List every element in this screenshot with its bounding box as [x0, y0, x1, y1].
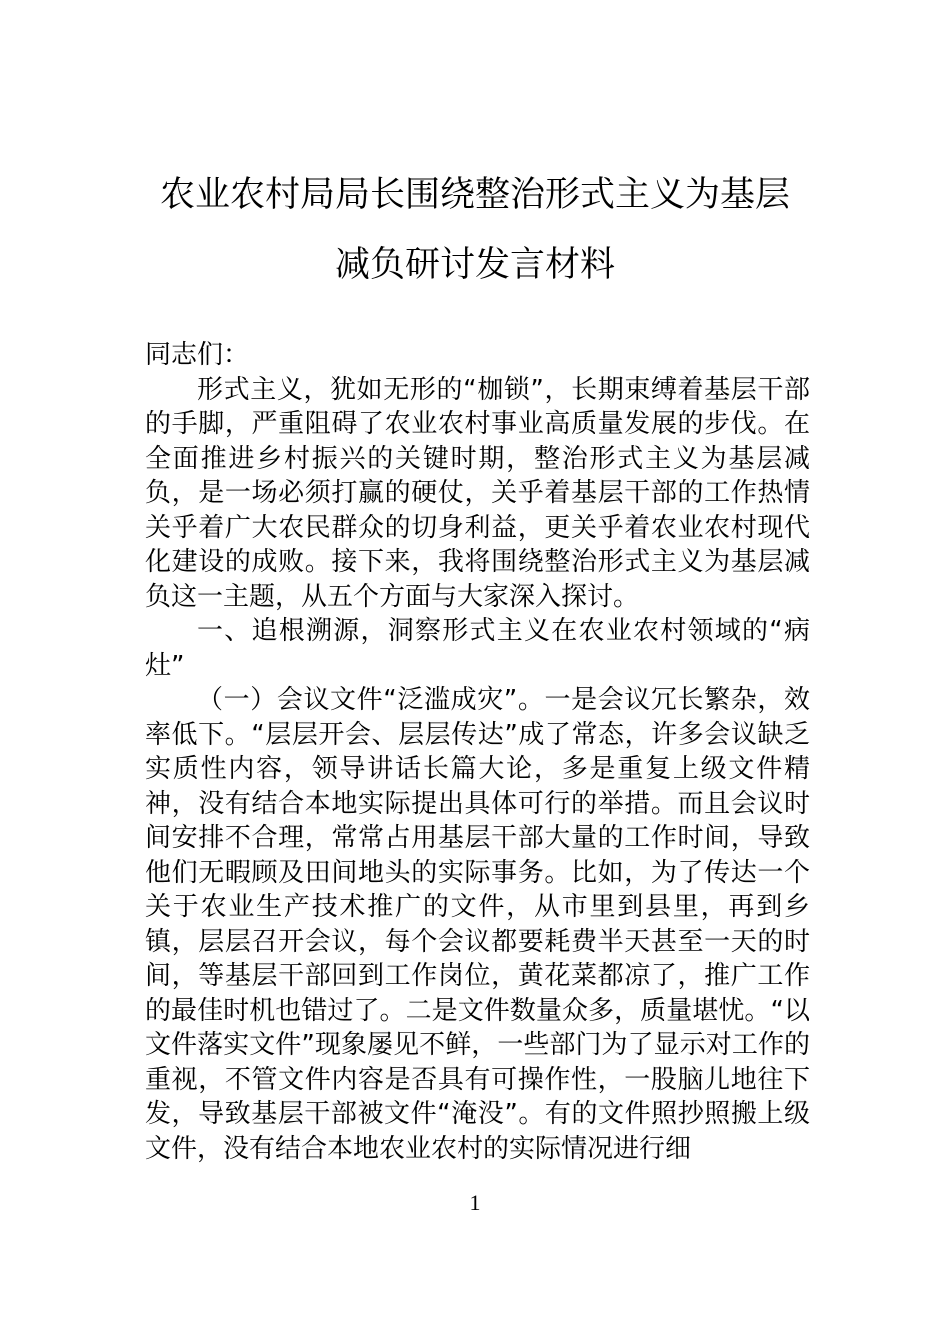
salutation: 同志们：	[145, 340, 250, 370]
subsection-paragraph: （一）会议文件“泛滥成灾”。一是会议冗长繁杂，效率低下。“层层开会、层层传达”成了常态，许多会议缺乏实质性内容，领导讲话长篇大论，多是重复上级文件精神，没有结合本地实际提出具体可行的举措。而且会议时间安排不合理，常常占用基层干部大量的工作时间，导致他们无暇顾及田间地头的实际事务。比如，为了传达一个关于农业生产技术推广的文件，从市里到县里，再到乡镇，层层召开会议，每个会议都要耗费半天甚至一天的时间，等基层干部回到工作岗位，黄花菜都凉了，推广工作的最佳时机也错过了。二是文件数量众多，质量堪忧。“以文件落实文件”现象屡见不鲜，一些部门为了显示对工作的重视，不管文件内容是否具有可操作性，一股脑儿地往下发，导致基层干部被文件“淹没”。有的文件照抄照搬上级文件，没有结合本地农业农村的实际情况进行细	[145, 685, 810, 1164]
intro-paragraph: 形式主义，犹如无形的“枷锁”，长期束缚着基层干部的手脚，严重阻碍了农业农村事业高质量发展的步伐。在全面推进乡村振兴的关键时期，整治形式主义为基层减负，是一场必须打赢的硬仗，关乎着基层干部的工作热情关乎着广大农民群众的切身利益，更关乎着农业农村现代化建设的成败。接下来，我将围绕整治形式主义为基层减负这一主题，从五个方面与大家深入探讨。	[145, 374, 810, 612]
document-body	[145, 338, 810, 1166]
section-heading: 一、追根溯源，洞察形式主义在农业农村领域的“病灶”	[145, 616, 810, 681]
document-title-line-2: 减负研讨发言材料	[334, 245, 615, 285]
page-number: 1	[469, 1190, 481, 1215]
document-title-line-1: 农业农村局局长围绕整治形式主义为基层	[159, 175, 790, 215]
